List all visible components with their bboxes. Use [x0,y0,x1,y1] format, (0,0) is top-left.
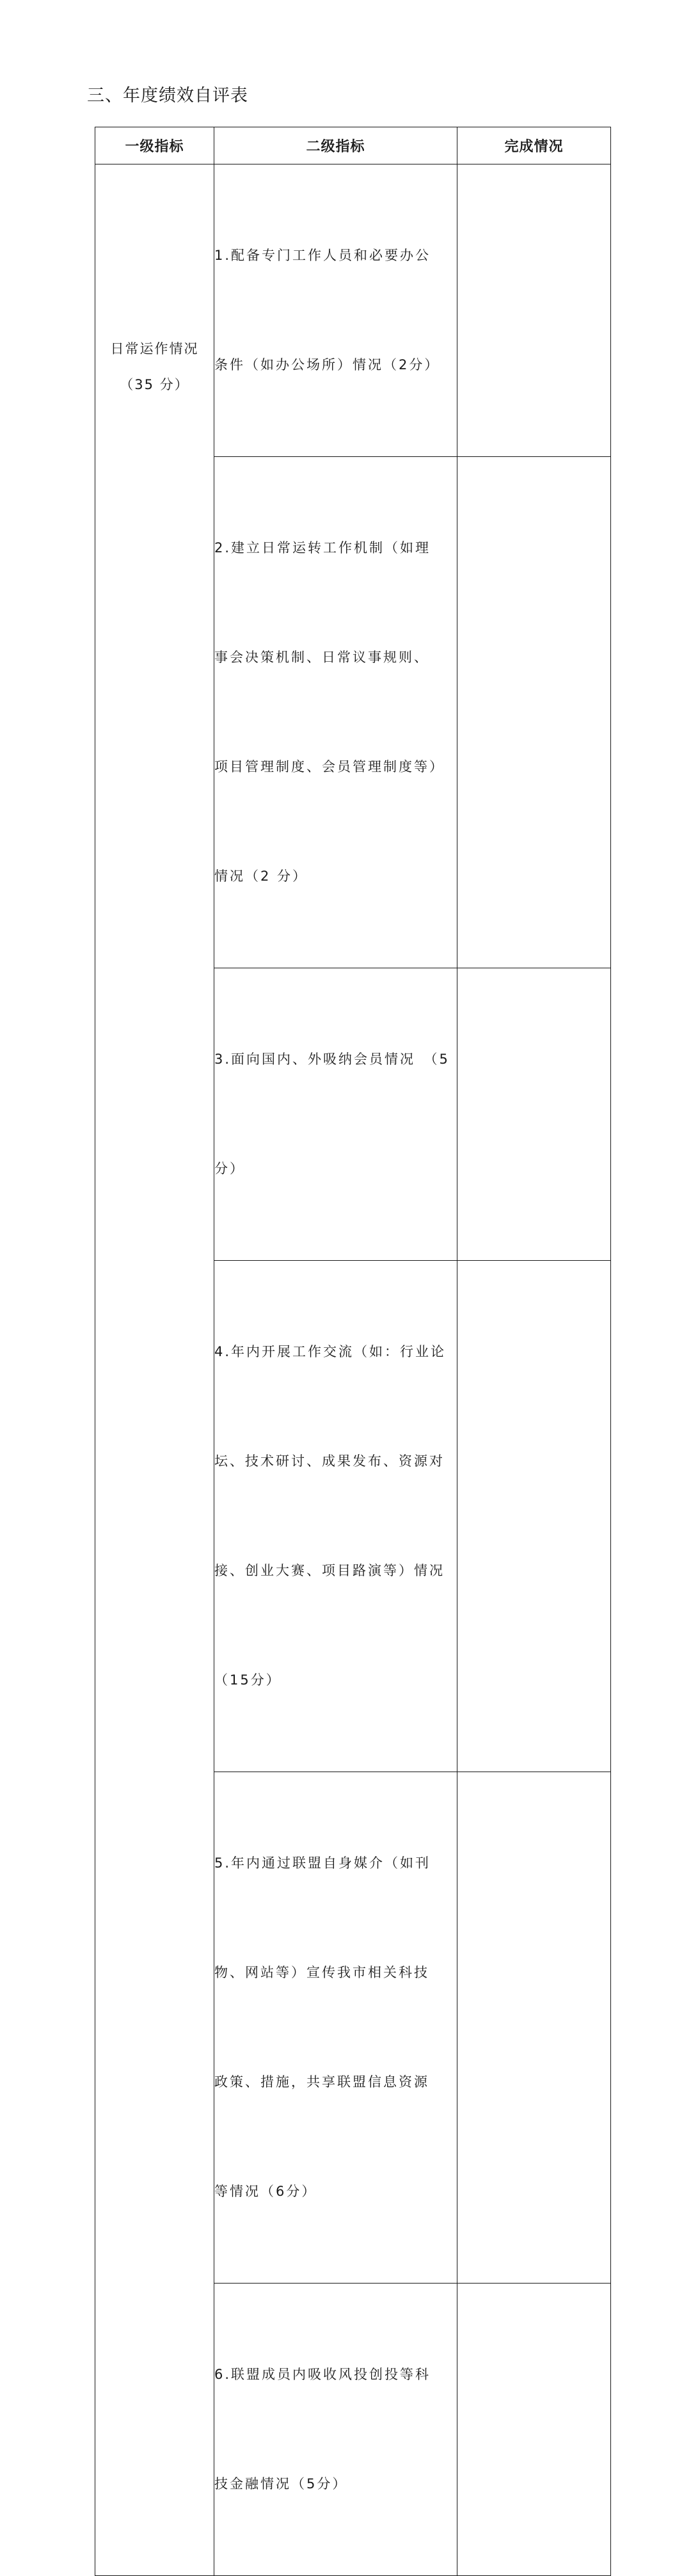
level2-line: 等情况（6分） [214,2184,317,2199]
table-row [95,164,611,457]
level2-line: 物、网站等）宣传我市相关科技 [214,1965,429,1980]
level1-label-line1: 日常运作情况 [110,341,199,356]
completion-cell-5[interactable] [457,1772,611,2284]
level2-cell-4 [214,1261,457,1772]
header-level1: 一级指标 [95,127,214,164]
header-completion: 完成情况 [457,127,611,164]
level2-cell-3 [214,968,457,1261]
level2-cell-1 [214,164,457,457]
table-header-row [95,127,611,164]
level2-line: 6.联盟成员内吸收风投创投等科 [214,2367,431,2382]
level2-line: 条件（如办公场所）情况（2分） [214,357,440,372]
level1-cell [95,164,214,2576]
level2-line: 3.面向国内、外吸纳会员情况 （5 [214,1052,450,1067]
level2-line: 坛、技术研讨、成果发布、资源对 [214,1453,445,1469]
level2-cell-5 [214,1772,457,2284]
level2-line: 项目管理制度、会员管理制度等） [214,759,445,774]
level2-cell-2 [214,457,457,968]
completion-cell-6[interactable] [457,2284,611,2576]
header-level2: 二级指标 [214,127,457,164]
level2-line: 政策、措施，共享联盟信息资源 [214,2074,429,2090]
level2-line: 4.年内开展工作交流（如：行业论 [214,1344,447,1359]
level2-line: （15分） [214,1672,282,1688]
level2-cell-6 [214,2284,457,2576]
level2-line: 接、创业大赛、项目路演等）情况 [214,1563,445,1578]
completion-cell-1[interactable] [457,164,611,457]
completion-cell-4[interactable] [457,1261,611,1772]
completion-cell-2[interactable] [457,457,611,968]
section-title: 三、年度绩效自评表 [87,86,248,106]
level2-line: 情况（2 分） [214,868,308,884]
level2-line: 技金融情况（5分） [214,2476,348,2492]
self-evaluation-table [95,127,611,2576]
level1-label-line2: （35 分） [120,377,189,392]
level2-line: 事会决策机制、日常议事规则、 [214,650,429,665]
level2-line: 5.年内通过联盟自身媒介（如刊 [214,1855,431,1871]
completion-cell-3[interactable] [457,968,611,1261]
level2-line: 分） [214,1161,245,1176]
level2-line: 1.配备专门工作人员和必要办公 [214,248,431,263]
level2-line: 2.建立日常运转工作机制（如理 [214,540,431,556]
